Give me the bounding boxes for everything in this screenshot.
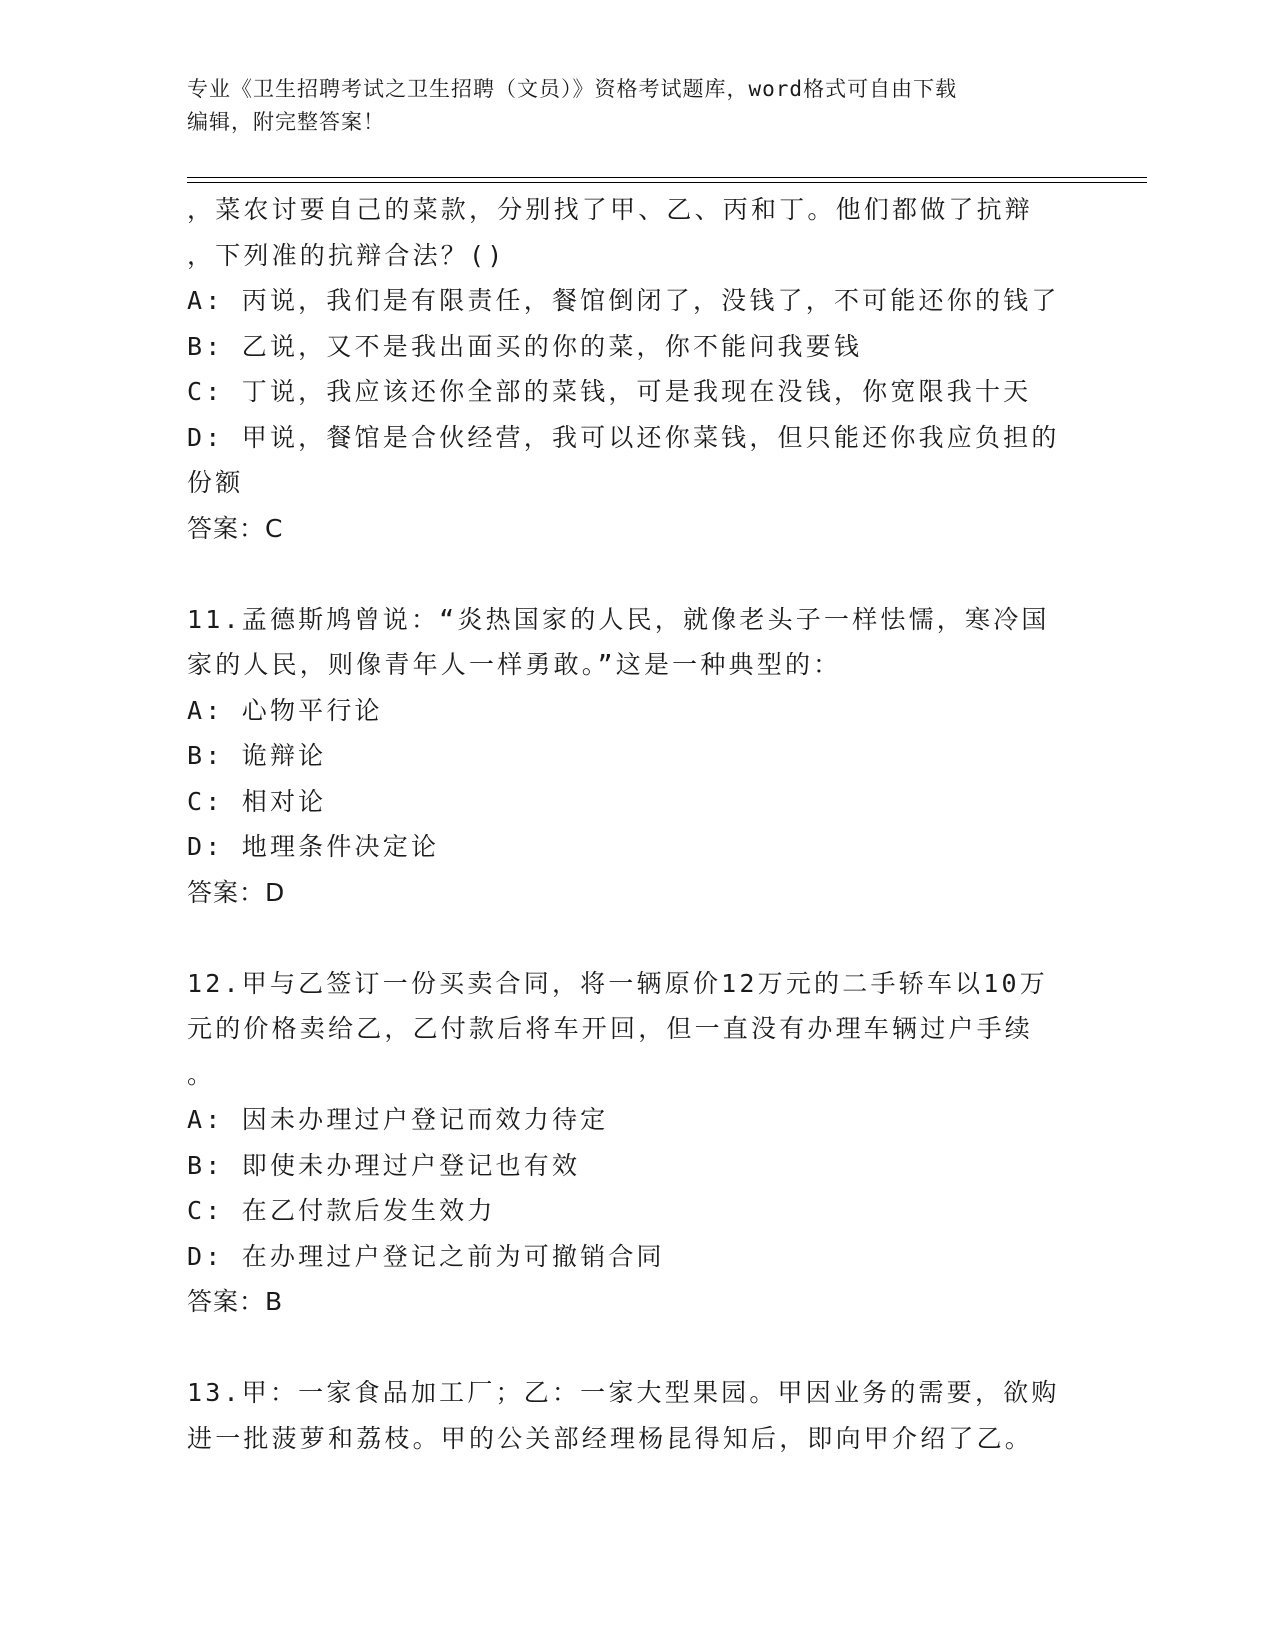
header-line-2: 编辑，附完整答案！	[187, 110, 385, 134]
option-a: A: 丙说，我们是有限责任，餐馆倒闭了，没钱了，不可能还你的钱了	[187, 286, 1060, 315]
question-stem-line: 元的价格卖给乙，乙付款后将车开回，但一直没有办理车辆过户手续	[187, 1014, 1034, 1043]
option-b: B: 诡辩论	[187, 741, 327, 770]
option-c: C: 在乙付款后发生效力	[187, 1196, 496, 1225]
option-b: B: 乙说，又不是我出面买的你的菜，你不能问我要钱	[187, 331, 863, 361]
question-stem-line: 进一批菠萝和荔枝。甲的公关部经理杨昆得知后，即向甲介绍了乙。	[187, 1423, 1034, 1453]
spacer	[187, 1325, 1087, 1371]
question-13	[187, 1370, 1087, 1461]
header-rule-top	[187, 177, 1147, 178]
question-10	[187, 187, 1087, 551]
option-d: D: 甲说，餐馆是合伙经营，我可以还你菜钱，但只能还你我应负担的	[187, 422, 1060, 452]
option-a: A: 因未办理过户登记而效力待定	[187, 1105, 609, 1134]
header-line-1: 专业《卫生招聘考试之卫生招聘（文员）》资格考试题库，word格式可自由下载	[187, 77, 958, 101]
option-b: B: 即使未办理过户登记也有效	[187, 1150, 581, 1180]
option-d-continued: 份额	[187, 468, 244, 497]
spacer	[187, 915, 1087, 961]
question-12	[187, 961, 1087, 1325]
question-stem-line: ，下列准的抗辩合法？()	[187, 240, 506, 270]
question-stem-line: 12.甲与乙签订一份买卖合同，将一辆原价12万元的二手轿车以10万	[187, 968, 1048, 998]
question-stem-line: 。	[187, 1059, 216, 1089]
question-stem-line: ，菜农讨要自己的菜款，分别找了甲、乙、丙和丁。他们都做了抗辩	[187, 195, 1034, 224]
answer: 答案：C	[187, 513, 284, 543]
question-stem-line: 11.孟德斯鸠曾说：“炎热国家的人民，就像老头子一样怯懦，寒冷国	[187, 604, 1050, 634]
option-c: C: 相对论	[187, 786, 327, 816]
answer: 答案：B	[187, 1287, 284, 1316]
spacer	[187, 551, 1087, 597]
option-a: A: 心物平行论	[187, 695, 383, 725]
option-d: D: 地理条件决定论	[187, 832, 440, 861]
question-11	[187, 597, 1087, 916]
option-c: C: 丁说，我应该还你全部的菜钱，可是我现在没钱，你宽限我十天	[187, 377, 1032, 406]
question-list	[187, 187, 1087, 1461]
answer: 答案：D	[187, 877, 286, 907]
question-stem-line: 家的人民，则像青年人一样勇敢。”这是一种典型的：	[187, 650, 842, 679]
question-stem-line: 13.甲：一家食品加工厂；乙：一家大型果园。甲因业务的需要，欲购	[187, 1378, 1060, 1407]
header-rule-bottom	[187, 182, 1147, 183]
option-d: D: 在办理过户登记之前为可撤销合同	[187, 1241, 665, 1271]
document-header	[187, 73, 1087, 139]
